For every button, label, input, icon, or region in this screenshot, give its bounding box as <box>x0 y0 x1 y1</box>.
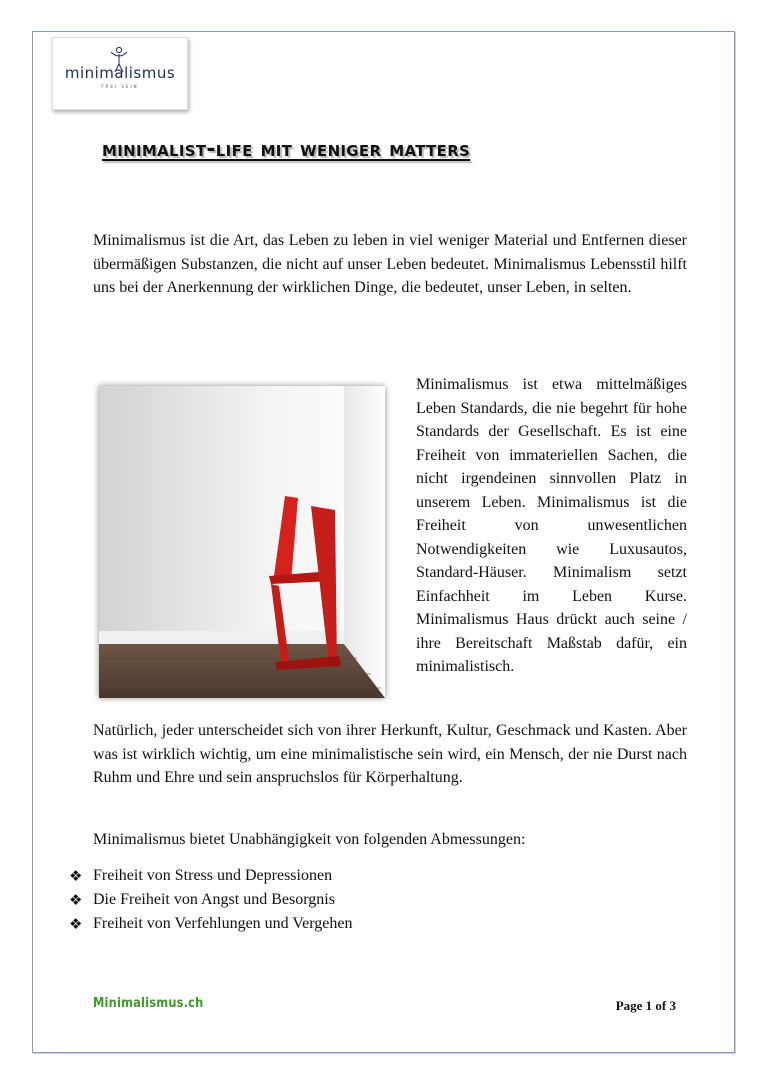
page-title: minimalist-life mit weniger matters <box>102 137 471 162</box>
list-item-text: Freiheit von Stress und Depressionen <box>93 867 333 884</box>
page-number: Page 1 of 3 <box>615 998 676 1013</box>
diamond-bullet-icon: ❖ <box>69 891 83 909</box>
list-item-text: Freiheit von Verfehlungen und Vergehen <box>93 915 353 932</box>
list-item <box>68 912 353 936</box>
logo <box>52 37 188 110</box>
body-paragraph: Natürlich, jeder unterscheidet sich von ihrer Herkunft, Kultur, Geschmack und Kasten. Aber was ist wirklich wichtig, um eine minimalistische sein wird, ein Mensch, der nie Durst nach Ruhm und Ehre und sein anspruchslos für Körperhaltung. <box>93 722 687 786</box>
intro-paragraph: Minimalismus ist die Art, das Leben zu leben in viel weniger Material und Entfernen dieser übermäßigen Substanzen, die nicht auf unser Leben bedeutet. Minimalismus Lebensstil hilft uns bei der Anerkennung der wirklichen Dinge, die bedeutet, unser Leben, in selten. <box>93 232 687 296</box>
list-intro: Minimalismus bietet Unabhängigkeit von folgenden Abmessungen: <box>93 831 526 848</box>
logo-subtitle: FREI SEIN <box>101 84 139 89</box>
diamond-bullet-icon: ❖ <box>69 867 83 885</box>
chair-image <box>99 386 385 698</box>
footer-site-link[interactable]: Minimalismus.ch <box>93 996 204 1011</box>
freedom-list <box>68 864 353 936</box>
logo-text: minimalismus <box>64 64 176 82</box>
list-item <box>68 864 353 888</box>
list-item-text: Die Freiheit von Angst und Besorgnis <box>93 891 335 908</box>
list-item <box>68 888 353 912</box>
diamond-bullet-icon: ❖ <box>69 915 83 933</box>
side-paragraph: Minimalismus ist etwa mittelmäßiges Leben Standards, die nie begehrt für hohe Standards der Gesellschaft. Es ist eine Freiheit von immateriellen Sachen, die nicht irgendeinen sinnvollen Platz in unserem Leben. Minimalismus ist die Freiheit von unwesentlichen Notwendigkeiten wie Luxusautos, Standard-Häuser. Minimalism setzt Einfachheit im Leben Kurse. Minimalismus Haus drückt auch seine / ihre Bereitschaft Maßstab dafür, ein minimalistisch. <box>416 376 687 675</box>
